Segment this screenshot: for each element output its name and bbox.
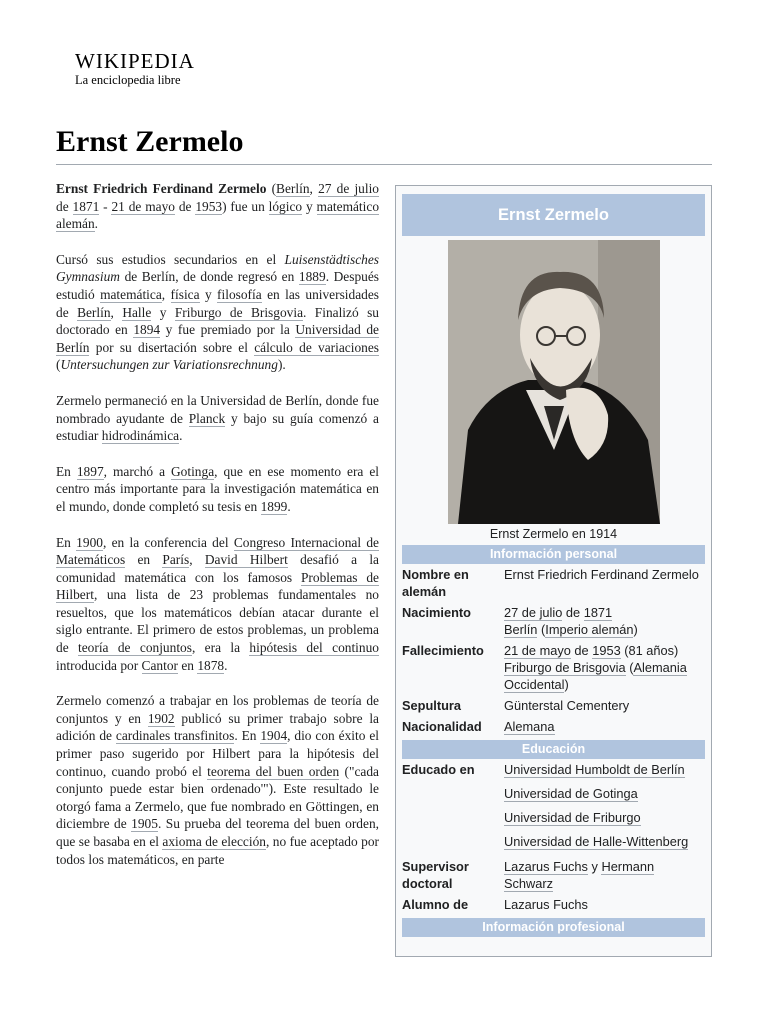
link-aleman[interactable]: alemán (56, 216, 95, 232)
link-sup-schwarz[interactable]: Hermann Schwarz (504, 859, 655, 891)
text: . En (234, 728, 261, 744)
text: ( (266, 181, 277, 196)
text: de (562, 605, 584, 620)
text: , (161, 286, 171, 302)
link-fisica[interactable]: física (170, 286, 200, 302)
text: ). (277, 357, 286, 373)
row-nacimiento (402, 602, 705, 640)
paragraph-gotinga (56, 463, 379, 516)
article-body (56, 180, 379, 886)
link-edu-friburgo[interactable]: Universidad de Friburgo (504, 810, 641, 825)
link-birth-date-ib[interactable]: 27 de julio (504, 605, 563, 620)
text: , en la conferencia del (102, 534, 234, 550)
link-teoria-conjuntos[interactable]: teoría de conjuntos (78, 640, 192, 656)
link-universidad-berlin[interactable]: Universidad de Berlín (56, 322, 379, 355)
link-friburgo[interactable]: Friburgo de Brisgovia (174, 304, 304, 320)
text: . (287, 498, 291, 514)
text: Zermelo permaneció en la Universidad de Berlín, donde fue nombrado ayudante de (56, 392, 379, 426)
link-birth-place-ib[interactable]: Berlín (504, 622, 538, 637)
value-supervisor (504, 858, 705, 892)
paragraph-berlin (56, 392, 379, 445)
text: En (56, 463, 77, 479)
label-fallecimiento: Fallecimiento (402, 643, 484, 658)
link-1904[interactable]: 1904 (260, 728, 288, 744)
value-sepultura: Günterstal Cementery (504, 698, 630, 713)
label-supervisor: Supervisor doctoral (402, 859, 469, 891)
link-1899[interactable]: 1899 (260, 498, 288, 514)
link-1889[interactable]: 1889 (298, 269, 326, 285)
link-death-date[interactable]: 21 de mayo (111, 198, 175, 214)
gymnasium-name: Luisenstädtisches Gymnasium (56, 251, 379, 285)
text: desafió a la comunidad matemática con los famosos (56, 552, 379, 585)
text: , marchó a (103, 463, 171, 479)
text: - (99, 198, 112, 214)
text: en las universidades de (56, 286, 380, 320)
link-1905[interactable]: 1905 (131, 816, 158, 832)
link-cardinales[interactable]: cardinales transfinitos (115, 728, 235, 744)
section-header-personal: Información personal (402, 545, 705, 564)
logo-wordmark: WIKIPEDIA (75, 49, 195, 73)
text: , no fue aceptado por todos los matemáticos, en parte (56, 834, 379, 867)
row-fallecimiento (402, 640, 705, 695)
text: y fue premiado por la (160, 322, 296, 338)
text: y (587, 859, 602, 874)
text: ( (625, 660, 634, 675)
value-fallecimiento (504, 642, 705, 693)
link-edu-gotinga[interactable]: Universidad de Gotinga (504, 786, 638, 801)
text: , una lista de 23 problemas fundamentales no resueltos, que los matemáticos debían atacar durante el siglo entrante. El primero de estos problemas, un problema de (56, 587, 379, 656)
portrait-caption: Ernst Zermelo en 1914 (489, 527, 618, 541)
text: Zermelo comenzó a trabajar en los problemas de teoría de conjuntos y en (56, 693, 379, 726)
text: y bajo su guía comenzó a estudiar (56, 410, 379, 444)
link-death-year-ib[interactable]: 1953 (592, 643, 621, 658)
link-paris[interactable]: París (162, 552, 190, 568)
link-death-country-ib[interactable]: Alemania Occidental (504, 660, 687, 692)
value-nombre: Ernst Friedrich Ferdinand Zermelo (504, 567, 699, 582)
paragraph-studies (56, 251, 379, 374)
paragraph-hilbert (56, 534, 379, 675)
text: . (224, 657, 228, 673)
text: (81 años) (620, 643, 679, 658)
text: de Berlín, de donde regresó en (119, 269, 299, 285)
text: ( (56, 357, 61, 373)
text: Cursó sus estudios secundarios en el (56, 251, 285, 267)
link-problemas-hilbert[interactable]: Problemas de Hilbert (56, 569, 379, 603)
text: . (94, 216, 99, 232)
paragraph-set-theory (56, 692, 379, 868)
row-sepultura (402, 695, 705, 716)
label-educado-en: Educado en (402, 762, 475, 777)
link-1897[interactable]: 1897 (76, 463, 104, 479)
link-matematica[interactable]: matemática (100, 286, 162, 302)
text: y (199, 286, 218, 302)
row-alumno (402, 894, 705, 915)
link-planck[interactable]: Planck (188, 410, 226, 426)
text: , que en ese momento era el centro más importante para la investigación matemática en el mundo, donde completó su tesis en (56, 463, 379, 514)
label-nombre: Nombre en alemán (402, 567, 469, 599)
value-educado-en (504, 761, 705, 854)
section-header-educacion: Educación (402, 740, 705, 759)
link-nacionalidad[interactable]: Alemana (504, 719, 555, 734)
link-matematico[interactable]: matemático (316, 198, 380, 214)
link-david-hilbert[interactable]: David Hilbert (204, 552, 288, 568)
link-1871[interactable]: 1871 (72, 198, 100, 214)
text: , (110, 304, 123, 320)
text: . (179, 428, 183, 444)
text: . Su prueba del teorema del buen orden, que se basaba en el (56, 816, 379, 849)
section-header-profesional: Información profesional (402, 918, 705, 937)
link-1900[interactable]: 1900 (76, 534, 103, 550)
link-hipotesis-continuo[interactable]: hipótesis del continuo (249, 640, 379, 656)
text: . Finalizó su doctorado en (56, 304, 379, 338)
link-axioma-eleccion[interactable]: axioma de elección (162, 834, 266, 849)
link-1902[interactable]: 1902 (147, 710, 175, 726)
link-death-date-ib[interactable]: 21 de mayo (504, 643, 571, 658)
text: introducida por (56, 657, 142, 673)
link-edu-halle[interactable]: Universidad de Halle-Wittenberg (504, 834, 689, 849)
link-birth-year-ib[interactable]: 1871 (583, 605, 613, 620)
infobox (395, 185, 712, 957)
link-halle[interactable]: Halle (122, 304, 152, 320)
text: en (125, 552, 163, 568)
text: publicó su primer trabajo sobre la adición de (56, 710, 379, 744)
link-sup-fuchs[interactable]: Lazarus Fuchs (504, 859, 588, 874)
label-nacionalidad: Nacionalidad (402, 719, 482, 734)
link-edu-humboldt[interactable]: Universidad Humboldt de Berlín (504, 762, 685, 777)
link-hidrodinamica[interactable]: hidrodinámica (101, 428, 180, 444)
text: , (189, 552, 205, 568)
row-nacionalidad (402, 716, 705, 737)
text: , dio con éxito el primer paso sugerido por Hilbert para la hipótesis del continuo, cuando probó el (56, 728, 380, 779)
subject-name: Ernst Friedrich Ferdinand Zermelo (56, 181, 267, 196)
link-birth-date[interactable]: 27 de julio (318, 181, 379, 196)
link-death-place-ib[interactable]: Friburgo de Brisgovia (504, 660, 626, 675)
text: y (302, 198, 317, 214)
text: de (174, 198, 196, 214)
portrait-photo[interactable] (448, 240, 660, 524)
text: de (56, 198, 73, 214)
link-filosofia[interactable]: filosofía (217, 286, 262, 302)
value-alumno: Lazarus Fuchs (504, 897, 588, 912)
link-cantor[interactable]: Cantor (141, 657, 178, 673)
link-gotinga[interactable]: Gotinga (171, 463, 215, 479)
link-1878[interactable]: 1878 (197, 657, 225, 673)
value-nacimiento (504, 604, 705, 638)
text: ( (537, 622, 546, 637)
row-educado-en (402, 759, 705, 856)
link-teorema-buen-orden[interactable]: teorema del buen orden (207, 763, 340, 779)
link-berlin-2[interactable]: Berlín (77, 304, 111, 320)
text: ("cada conjunto puede estar bien ordenado'"). Este resultado le otorgó fama a Zermelo, que fue nombrado en Göttingen, en diciembre de (56, 763, 379, 832)
portrait-illustration (448, 240, 660, 524)
text: de (570, 643, 593, 658)
logo-tagline: La enciclopedia libre (75, 73, 181, 87)
text: , era la (191, 640, 250, 656)
link-1953[interactable]: 1953 (195, 198, 223, 214)
text: En (56, 534, 77, 550)
page-title: Ernst Zermelo (56, 124, 712, 165)
text: ) (564, 677, 569, 692)
link-birth-country-ib[interactable]: Imperio alemán (545, 622, 634, 637)
label-alumno: Alumno de (402, 897, 469, 912)
row-supervisor (402, 856, 705, 894)
text: ) (633, 622, 638, 637)
thesis-title: Untersuchungen zur Variationsrechnung (60, 357, 278, 373)
text: ) fue un (222, 198, 269, 214)
text: y (151, 304, 175, 320)
link-congreso[interactable]: Congreso Internacional de Matemáticos (56, 534, 379, 568)
text: . Después estudió (56, 269, 379, 302)
text: , (309, 181, 319, 196)
link-berlin[interactable]: Berlín (276, 181, 310, 196)
label-nacimiento: Nacimiento (402, 605, 471, 620)
text: en (177, 657, 198, 673)
link-calculo-variaciones[interactable]: cálculo de variaciones (254, 339, 379, 355)
text: por su disertación sobre el (89, 339, 255, 355)
link-logico[interactable]: lógico (268, 198, 303, 214)
infobox-title: Ernst Zermelo (402, 194, 705, 236)
paragraph-intro (56, 180, 379, 233)
wikipedia-logo[interactable] (75, 50, 195, 87)
label-sepultura: Sepultura (402, 698, 462, 713)
link-1894[interactable]: 1894 (133, 322, 161, 338)
row-nombre (402, 564, 705, 602)
value-nacionalidad (504, 718, 705, 735)
